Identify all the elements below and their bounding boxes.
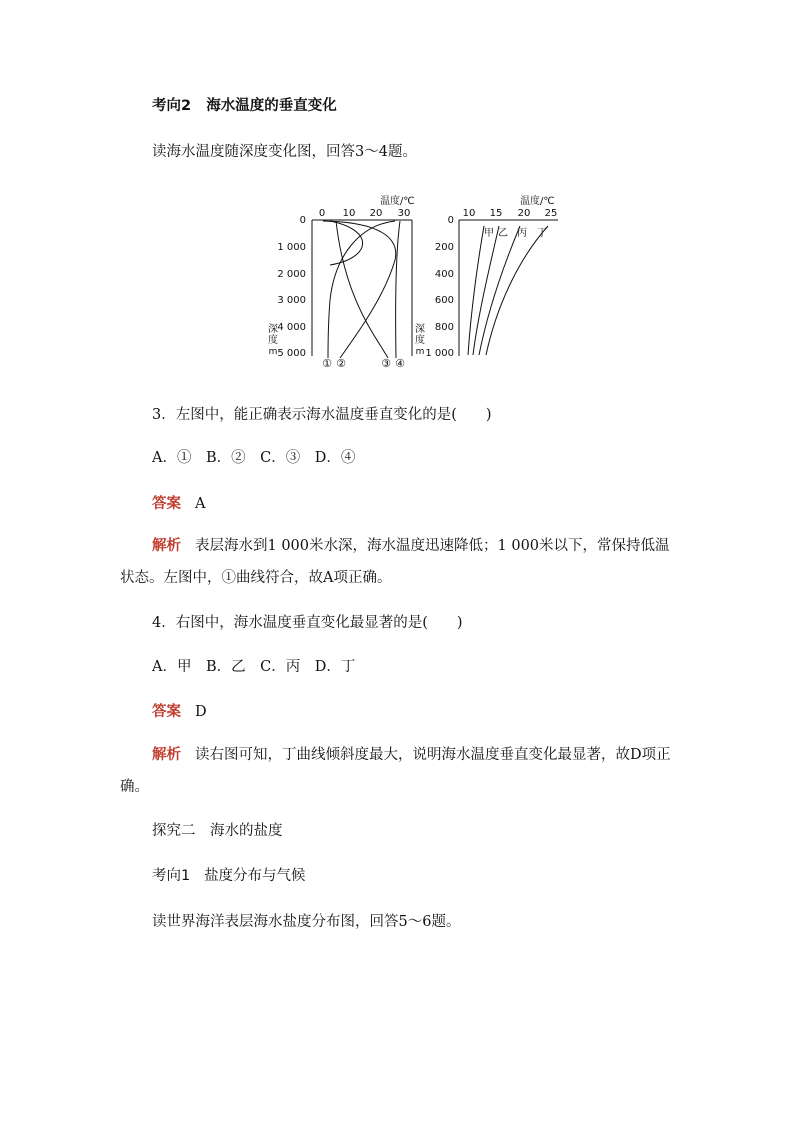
left-curve-label: ①	[322, 357, 332, 370]
left-y-label: 深	[268, 324, 278, 335]
section-prefix: 考向2	[152, 98, 192, 114]
right-curve-label: 丙	[517, 228, 527, 239]
intro-text-1: 读海水温度随深度变化图，回答3～4题。	[152, 144, 417, 160]
answer-label: 答案	[152, 703, 181, 720]
section-title: 海水温度的垂直变化	[206, 98, 337, 114]
q4-answer	[152, 702, 207, 722]
section-heading-q1	[152, 866, 306, 886]
right-curve-label: 丁	[537, 228, 547, 239]
q3-stem: 3．左图中，能正确表示海水温度垂直变化的是( )	[152, 407, 492, 423]
analysis-label: 解析	[152, 537, 181, 554]
left-chart	[268, 194, 415, 370]
right-curve-label: 甲	[484, 228, 494, 239]
left-curve-1	[328, 221, 395, 358]
answer-label: 答案	[152, 495, 181, 512]
left-curve-label: ④	[395, 357, 405, 370]
left-curve-2	[323, 221, 396, 358]
left-chart-unit: 温度/℃	[380, 196, 415, 207]
left-curve-label: ②	[336, 357, 346, 370]
analysis-label: 解析	[152, 746, 181, 763]
left-y-tick: 3 000	[277, 295, 306, 306]
left-y-tick: 2 000	[277, 269, 306, 280]
right-y-label: 深	[415, 324, 425, 335]
analysis-text: 读右图可知，丁曲线倾斜度最大，说明海水温度垂直变化最显著，故D项正确。	[120, 747, 671, 795]
right-chart	[415, 194, 558, 359]
temperature-depth-figure	[0, 0, 794, 380]
q3-options: A．① B．② C．③ D．④	[152, 450, 356, 466]
right-y-label: 度	[415, 335, 425, 346]
section-prefix: 考向1	[152, 868, 191, 884]
left-curve-3	[336, 221, 388, 358]
left-y-label: m	[268, 347, 278, 357]
left-y-tick: 0	[299, 215, 306, 226]
q4-analysis	[120, 739, 680, 803]
intro-text-2: 读世界海洋表层海水盐度分布图，回答5～6题。	[152, 914, 461, 930]
left-curve-4	[396, 221, 400, 358]
analysis-text: 表层海水到1 000米水深，海水温度迅速降低；1 000米以下，常保持低温状态。左图中，①曲线符合，故A项正确。	[120, 538, 670, 586]
left-y-tick: 4 000	[277, 322, 306, 333]
left-y-tick: 5 000	[277, 348, 306, 359]
left-x-tick: 20	[369, 208, 383, 219]
right-curve-bing	[479, 226, 520, 355]
right-curve-yi	[473, 226, 499, 355]
left-y-label: 度	[268, 335, 278, 346]
right-y-tick: 400	[434, 269, 454, 280]
q4-stem: 4．右图中，海水温度垂直变化最显著的是( )	[152, 615, 463, 631]
section-heading-explore2: 探究二 海水的盐度	[152, 823, 283, 839]
right-curve-ding	[486, 226, 548, 355]
left-y-tick: 1 000	[277, 242, 306, 253]
left-x-tick: 30	[397, 208, 411, 219]
right-x-tick: 15	[489, 208, 503, 219]
right-y-tick: 600	[434, 295, 454, 306]
right-y-tick: 1 000	[425, 348, 454, 359]
left-curve-2-top	[330, 221, 363, 265]
q3-analysis	[120, 530, 680, 594]
right-x-tick: 20	[517, 208, 531, 219]
right-y-label: m	[415, 347, 425, 357]
right-y-tick: 800	[434, 322, 454, 333]
answer-value: D	[195, 704, 207, 720]
section-title: 盐度分布与气候	[204, 868, 306, 884]
right-y-tick: 200	[434, 242, 454, 253]
left-x-tick: 10	[342, 208, 356, 219]
left-curve-label: ③	[381, 357, 391, 370]
right-curve-label: 乙	[498, 228, 508, 239]
answer-value: A	[195, 496, 206, 512]
right-x-tick: 25	[544, 208, 558, 219]
right-x-tick: 10	[462, 208, 476, 219]
q4-options: A．甲 B．乙 C．丙 D．丁	[152, 659, 356, 675]
q3-answer	[152, 494, 205, 514]
right-y-tick: 0	[447, 215, 454, 226]
left-x-tick: 0	[318, 208, 326, 219]
right-chart-unit: 温度/℃	[520, 196, 555, 207]
